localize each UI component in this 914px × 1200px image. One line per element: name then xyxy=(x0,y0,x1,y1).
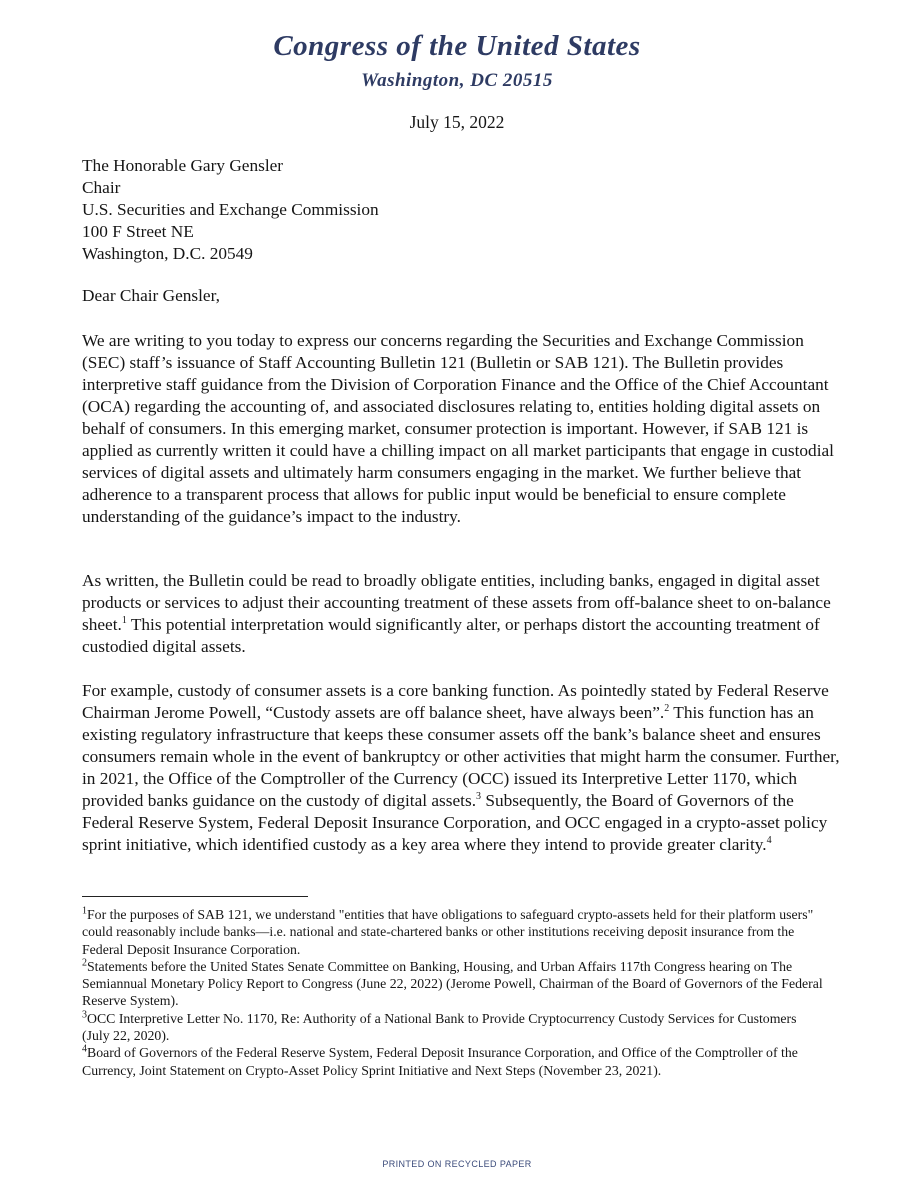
footnote-2-marker: 2 xyxy=(82,957,87,969)
recycled-paper-notice: PRINTED ON RECYCLED PAPER xyxy=(382,1159,532,1169)
recipient-title: Chair xyxy=(82,178,121,197)
footnote-ref-3: 3 xyxy=(476,791,482,803)
footnote-ref-1: 1 xyxy=(121,615,127,627)
footnote-3-text: OCC Interpretive Letter No. 1170, Re: Authority of a National Bank to Provide Cryptocurrency Custody Services for Customers (July 22, 2020). xyxy=(82,1010,797,1044)
recipient-address xyxy=(82,155,842,265)
footnote-ref-2: 2 xyxy=(664,703,670,715)
letterhead-title: Congress of the United States xyxy=(273,30,641,62)
footnote-4-text: Board of Governors of the Federal Reserve System, Federal Deposit Insurance Corporation, and Office of the Comptroller of the Currency, Joint Statement on Crypto-Asset Policy Sprint Initiative and Next Steps (November 23, 2021). xyxy=(82,1045,798,1078)
paragraph-3-text-c: Subsequently, the Board of Governors of the Federal Reserve System, Federal Deposit Insurance Corporation, and OCC engaged in a crypto-asset policy sprint initiative, which identified custody as a key area where they intend to provide greater clarity. xyxy=(82,791,828,854)
recipient-city: Washington, D.C. 20549 xyxy=(82,244,253,263)
footnotes xyxy=(82,906,827,1079)
footnote-1-marker: 1 xyxy=(82,905,87,917)
footnote-3 xyxy=(82,1010,827,1045)
paragraph-2 xyxy=(82,570,842,658)
paragraph-3-text-a: For example, custody of consumer assets is a core banking function. As pointedly stated by Federal Reserve Chairman Jerome Powell, “Custody assets are off balance sheet, have always been”. xyxy=(82,681,829,722)
letterhead-address: Washington, DC 20515 xyxy=(361,70,553,91)
recipient-agency: U.S. Securities and Exchange Commission xyxy=(82,200,379,219)
footnote-2-text: Statements before the United States Senate Committee on Banking, Housing, and Urban Affairs 117th Congress hearing on The Semiannual Monetary Policy Report to Congress (June 22, 2022) (Jerome Powell, Chairman of the Board of Governors of the Federal Reserve System). xyxy=(82,958,823,1009)
footnote-ref-4: 4 xyxy=(766,835,772,847)
paragraph-2-text-a: As written, the Bulletin could be read to broadly obligate entities, including banks, engaged in digital asset products or services to adjust their accounting treatment of these assets from off-balance sheet to on-balance sheet. xyxy=(82,571,831,634)
paragraph-1: We are writing to you today to express our concerns regarding the Securities and Exchange Commission (SEC) staff’s issuance of Staff Accounting Bulletin 121 (Bulletin or SAB 121). The Bulletin provides interpretive staff guidance from the Division of Corporation Finance and the Office of the Chief Accountant (OCA) regarding the accounting of, and associated disclosures relating to, entities holding digital assets on behalf of consumers. In this emerging market, consumer protection is important. However, if SAB 121 is applied as currently written it could have a chilling impact on all market participants that engage in custodial services of digital assets and ultimately harm consumers engaging in the market. We further believe that adherence to a transparent process that allows for public input would be beneficial to ensure complete understanding of the guidance’s impact to the industry. xyxy=(82,331,834,526)
footnote-4 xyxy=(82,1044,827,1079)
footnote-divider xyxy=(82,896,308,897)
salutation: Dear Chair Gensler, xyxy=(82,286,220,305)
footnote-1-text: For the purposes of SAB 121, we understand "entities that have obligations to safeguard crypto-assets held for their platform users" could reasonably include banks—i.e. national and state-chartered banks or other institutions receiving deposit insurance from the Federal Deposit Insurance Corporation. xyxy=(82,907,814,957)
paragraph-3 xyxy=(82,680,842,856)
recipient-street: 100 F Street NE xyxy=(82,222,194,241)
letter-date: July 15, 2022 xyxy=(409,112,505,132)
footnote-3-marker: 3 xyxy=(82,1009,87,1021)
footnote-2 xyxy=(82,958,827,1010)
paragraph-2-text-b: This potential interpretation would significantly alter, or perhaps distort the accounting treatment of custodied digital assets. xyxy=(82,615,820,656)
footnote-4-marker: 4 xyxy=(82,1043,87,1055)
paragraph-3-text-b: This function has an existing regulatory infrastructure that keeps these consumer assets off the bank’s balance sheet and ensures consumers remain whole in the event of bankruptcy or other activities that might harm the consumer. Further, in 2021, the Office of the Comptroller of the Currency (OCC) issued its Interpretive Letter 1170, which provided banks guidance on the custody of digital assets. xyxy=(82,703,840,810)
recipient-name: The Honorable Gary Gensler xyxy=(82,156,284,175)
footnote-1 xyxy=(82,906,827,958)
